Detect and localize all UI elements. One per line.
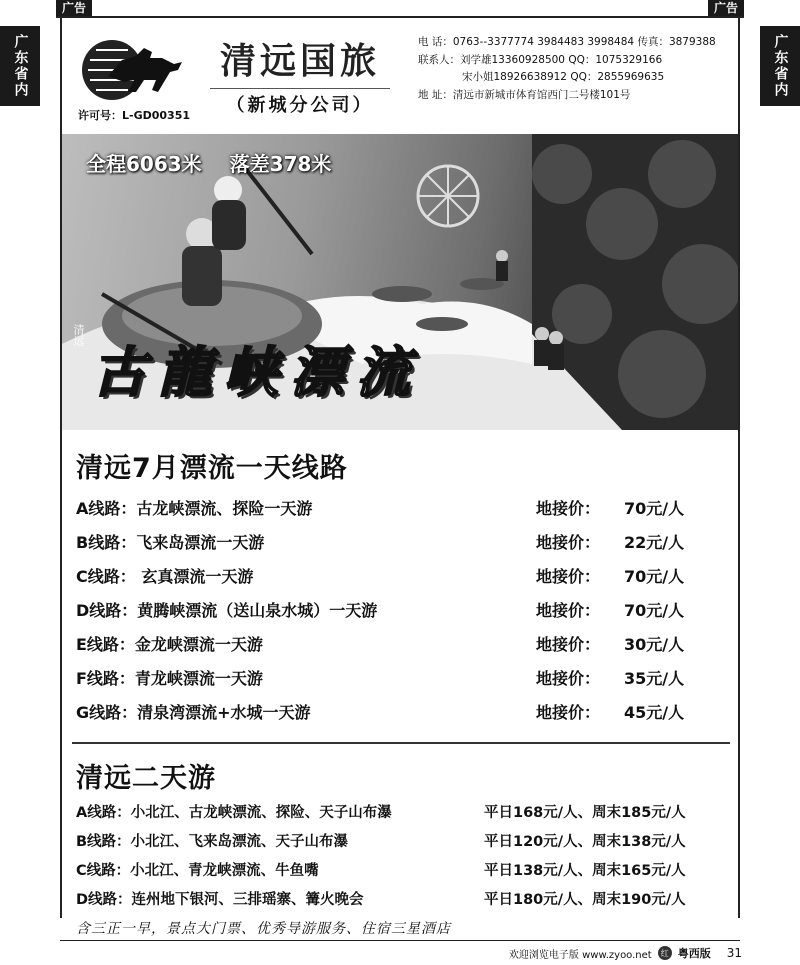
brand-title: 清远国旅 (219, 40, 380, 82)
license-number: 许可号：L-GD00351 (78, 109, 191, 122)
route-price: 平日120元/人、周末138元/人 (484, 834, 686, 850)
route-price: 70元/人 (624, 499, 685, 518)
route-name: G线路：清泉湾漂流+水城一天游 (76, 703, 311, 722)
route-name: D线路：连州地下银河、三排瑶寨、篝火晚会 (76, 892, 364, 908)
price-label: 地接价： (536, 635, 601, 654)
price-label: 地接价： (536, 499, 601, 518)
price-label: 地接价： (536, 601, 601, 620)
footer-text: 欢迎浏览电子版 www.zyoo.net (508, 949, 652, 961)
route-name: B线路：小北江、飞来岛漂流、天子山布瀑 (76, 834, 349, 850)
ad-tag-right: 广告 (708, 0, 744, 16)
route-row (76, 666, 726, 700)
page-number: 31 (726, 946, 742, 960)
section-heading-two-day: 清远二天游 (76, 763, 216, 794)
route-name: A线路：古龙峡漂流、探险一天游 (76, 499, 313, 518)
route-name: B线路：飞来岛漂流一天游 (76, 533, 265, 552)
brand-subtitle: （新城分公司） (226, 95, 374, 116)
rafting-banner (62, 134, 738, 430)
banner-stats (86, 148, 331, 177)
two-day-route-list (76, 801, 736, 917)
route-price: 平日180元/人、周末190元/人 (484, 892, 686, 908)
route-price: 平日168元/人、周末185元/人 (484, 805, 686, 821)
route-row (76, 496, 726, 530)
route-row (76, 564, 726, 598)
edition-label: 粤西版 (677, 947, 711, 960)
route-price: 35元/人 (624, 669, 685, 688)
region-tab-right: 广东省内 (760, 26, 800, 106)
route-row (76, 888, 736, 917)
route-price: 70元/人 (624, 567, 685, 586)
contact-info (418, 34, 716, 104)
footer-rule (60, 940, 740, 941)
banner-distance: 全程6063米 (86, 152, 202, 176)
page-footer (509, 945, 742, 961)
route-name: D线路：黄腾峡漂流（送山泉水城）一天游 (76, 601, 378, 620)
region-tab-left: 广东省内 (0, 26, 40, 106)
contact-phone: 电 话：0763--3377774 3984483 3998484 传真：3879388 (418, 36, 716, 48)
route-price: 30元/人 (624, 635, 685, 654)
route-row (76, 801, 736, 830)
ad-tag-left: 广告 (56, 0, 92, 16)
banner-badge: 清远 (72, 324, 85, 346)
horse-logo-icon (78, 30, 188, 106)
route-price: 22元/人 (624, 533, 685, 552)
route-row (76, 700, 726, 734)
route-row (76, 830, 736, 859)
route-row (76, 632, 726, 666)
route-price: 平日138元/人、周末165元/人 (484, 863, 686, 879)
section-heading-one-day: 清远7月漂流一天线路 (76, 453, 348, 484)
price-label: 地接价： (536, 703, 601, 722)
contact-address: 地 址：清远市新城市体育馆西门二号楼101号 (418, 88, 631, 101)
package-includes: 含三正一早，景点大门票、优秀导游服务、住宿三星酒店 (76, 921, 451, 937)
route-name: A线路：小北江、古龙峡漂流、探险、天子山布瀑 (76, 805, 392, 821)
section-divider (72, 742, 730, 744)
contact-person-1: 联系人：刘学雄13360928500 QQ：1075329166 (418, 53, 663, 66)
route-name: C线路：小北江、青龙峡漂流、牛鱼嘴 (76, 863, 319, 879)
route-row (76, 859, 736, 888)
brand-rule (210, 88, 390, 89)
route-row (76, 598, 726, 632)
brand-block (202, 36, 398, 126)
contact-person-2: 宋小姐18926638912 QQ：2855969635 (462, 71, 665, 83)
price-label: 地接价： (536, 533, 601, 552)
route-name: F线路：青龙峡漂流一天游 (76, 669, 263, 688)
price-label: 地接价： (536, 669, 601, 688)
route-name: C线路： 玄真漂流一天游 (76, 567, 254, 586)
route-name: E线路：金龙峡漂流一天游 (76, 635, 263, 654)
route-price: 70元/人 (624, 601, 685, 620)
route-row (76, 530, 726, 564)
banner-drop: 落差378米 (229, 152, 332, 176)
route-price: 45元/人 (624, 703, 685, 722)
banner-title: 古龍峡漂流 (92, 340, 422, 404)
one-day-route-list (76, 496, 726, 734)
publisher-mark-icon: 红 (658, 946, 672, 960)
price-label: 地接价： (536, 567, 601, 586)
